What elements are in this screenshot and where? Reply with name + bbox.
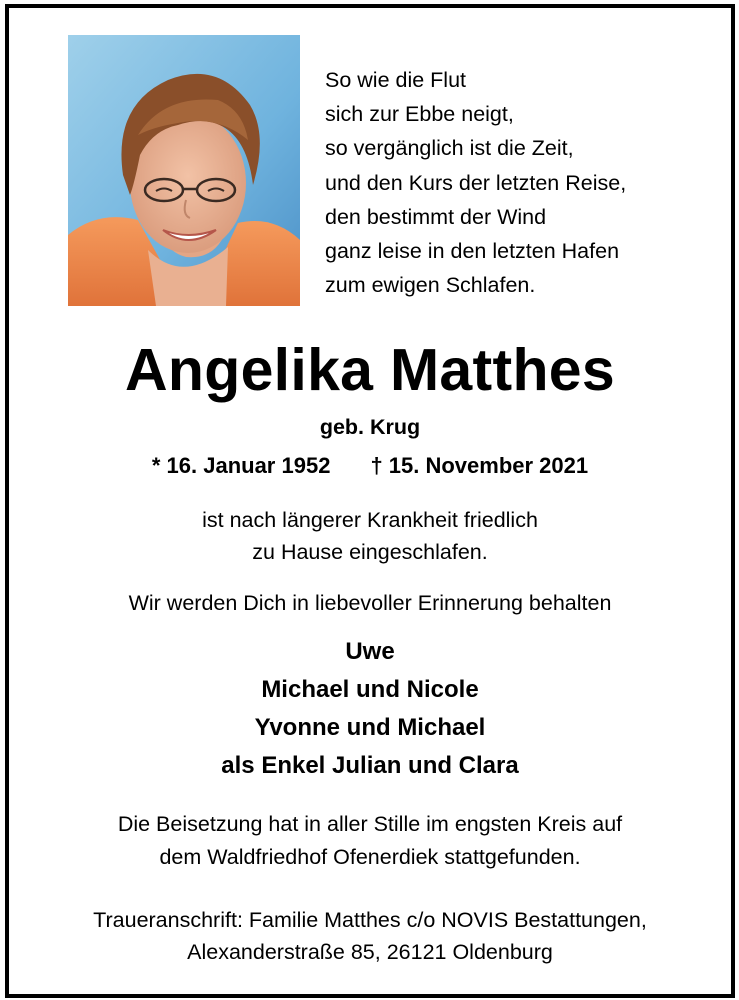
obituary-card: [5, 4, 735, 998]
poem-line: so vergänglich ist die Zeit,: [325, 136, 574, 161]
family-member: Yvonne und Michael: [254, 714, 486, 741]
poem-line: zum ewigen Schlafen.: [325, 273, 536, 298]
mourning-address: [9, 904, 731, 968]
poem-line: den bestimmt der Wind: [325, 204, 547, 229]
address-line: Alexanderstraße 85, 26121 Oldenburg: [187, 940, 553, 964]
address-line: Traueranschrift: Familie Matthes c/o NOVIS Bestattungen,: [93, 908, 647, 932]
poem-line: So wie die Flut: [325, 68, 467, 92]
message-line: ist nach längerer Krankheit friedlich: [202, 508, 538, 532]
passing-message: [9, 504, 731, 568]
remembrance-line: Wir werden Dich in liebevoller Erinnerung behalten: [128, 591, 612, 615]
portrait-photo: [68, 35, 300, 306]
burial-line: dem Waldfriedhof Ofenerdiek stattgefunden.: [159, 845, 581, 869]
family-member: Uwe: [345, 638, 395, 665]
life-dates: [9, 453, 731, 479]
birth-date: * 16. Januar 1952: [151, 453, 331, 478]
poem-line: sich zur Ebbe neigt,: [325, 102, 514, 127]
portrait-illustration: [68, 35, 300, 306]
deceased-name: Angelika Matthes: [124, 337, 616, 403]
poem-line: ganz leise in den letzten Hafen: [325, 239, 620, 264]
burial-notice: [9, 808, 731, 874]
family-member: Michael und Nicole: [261, 676, 479, 703]
death-date: † 15. November 2021: [370, 453, 589, 478]
family-member: als Enkel Julian und Clara: [221, 752, 519, 779]
message-line: zu Hause eingeschlafen.: [252, 540, 488, 564]
poem: [325, 63, 626, 302]
burial-line: Die Beisetzung hat in aller Stille im engsten Kreis auf: [117, 812, 623, 836]
poem-line: und den Kurs der letzten Reise,: [325, 170, 627, 195]
birth-name: geb. Krug: [319, 415, 421, 439]
family-names: [9, 633, 731, 785]
